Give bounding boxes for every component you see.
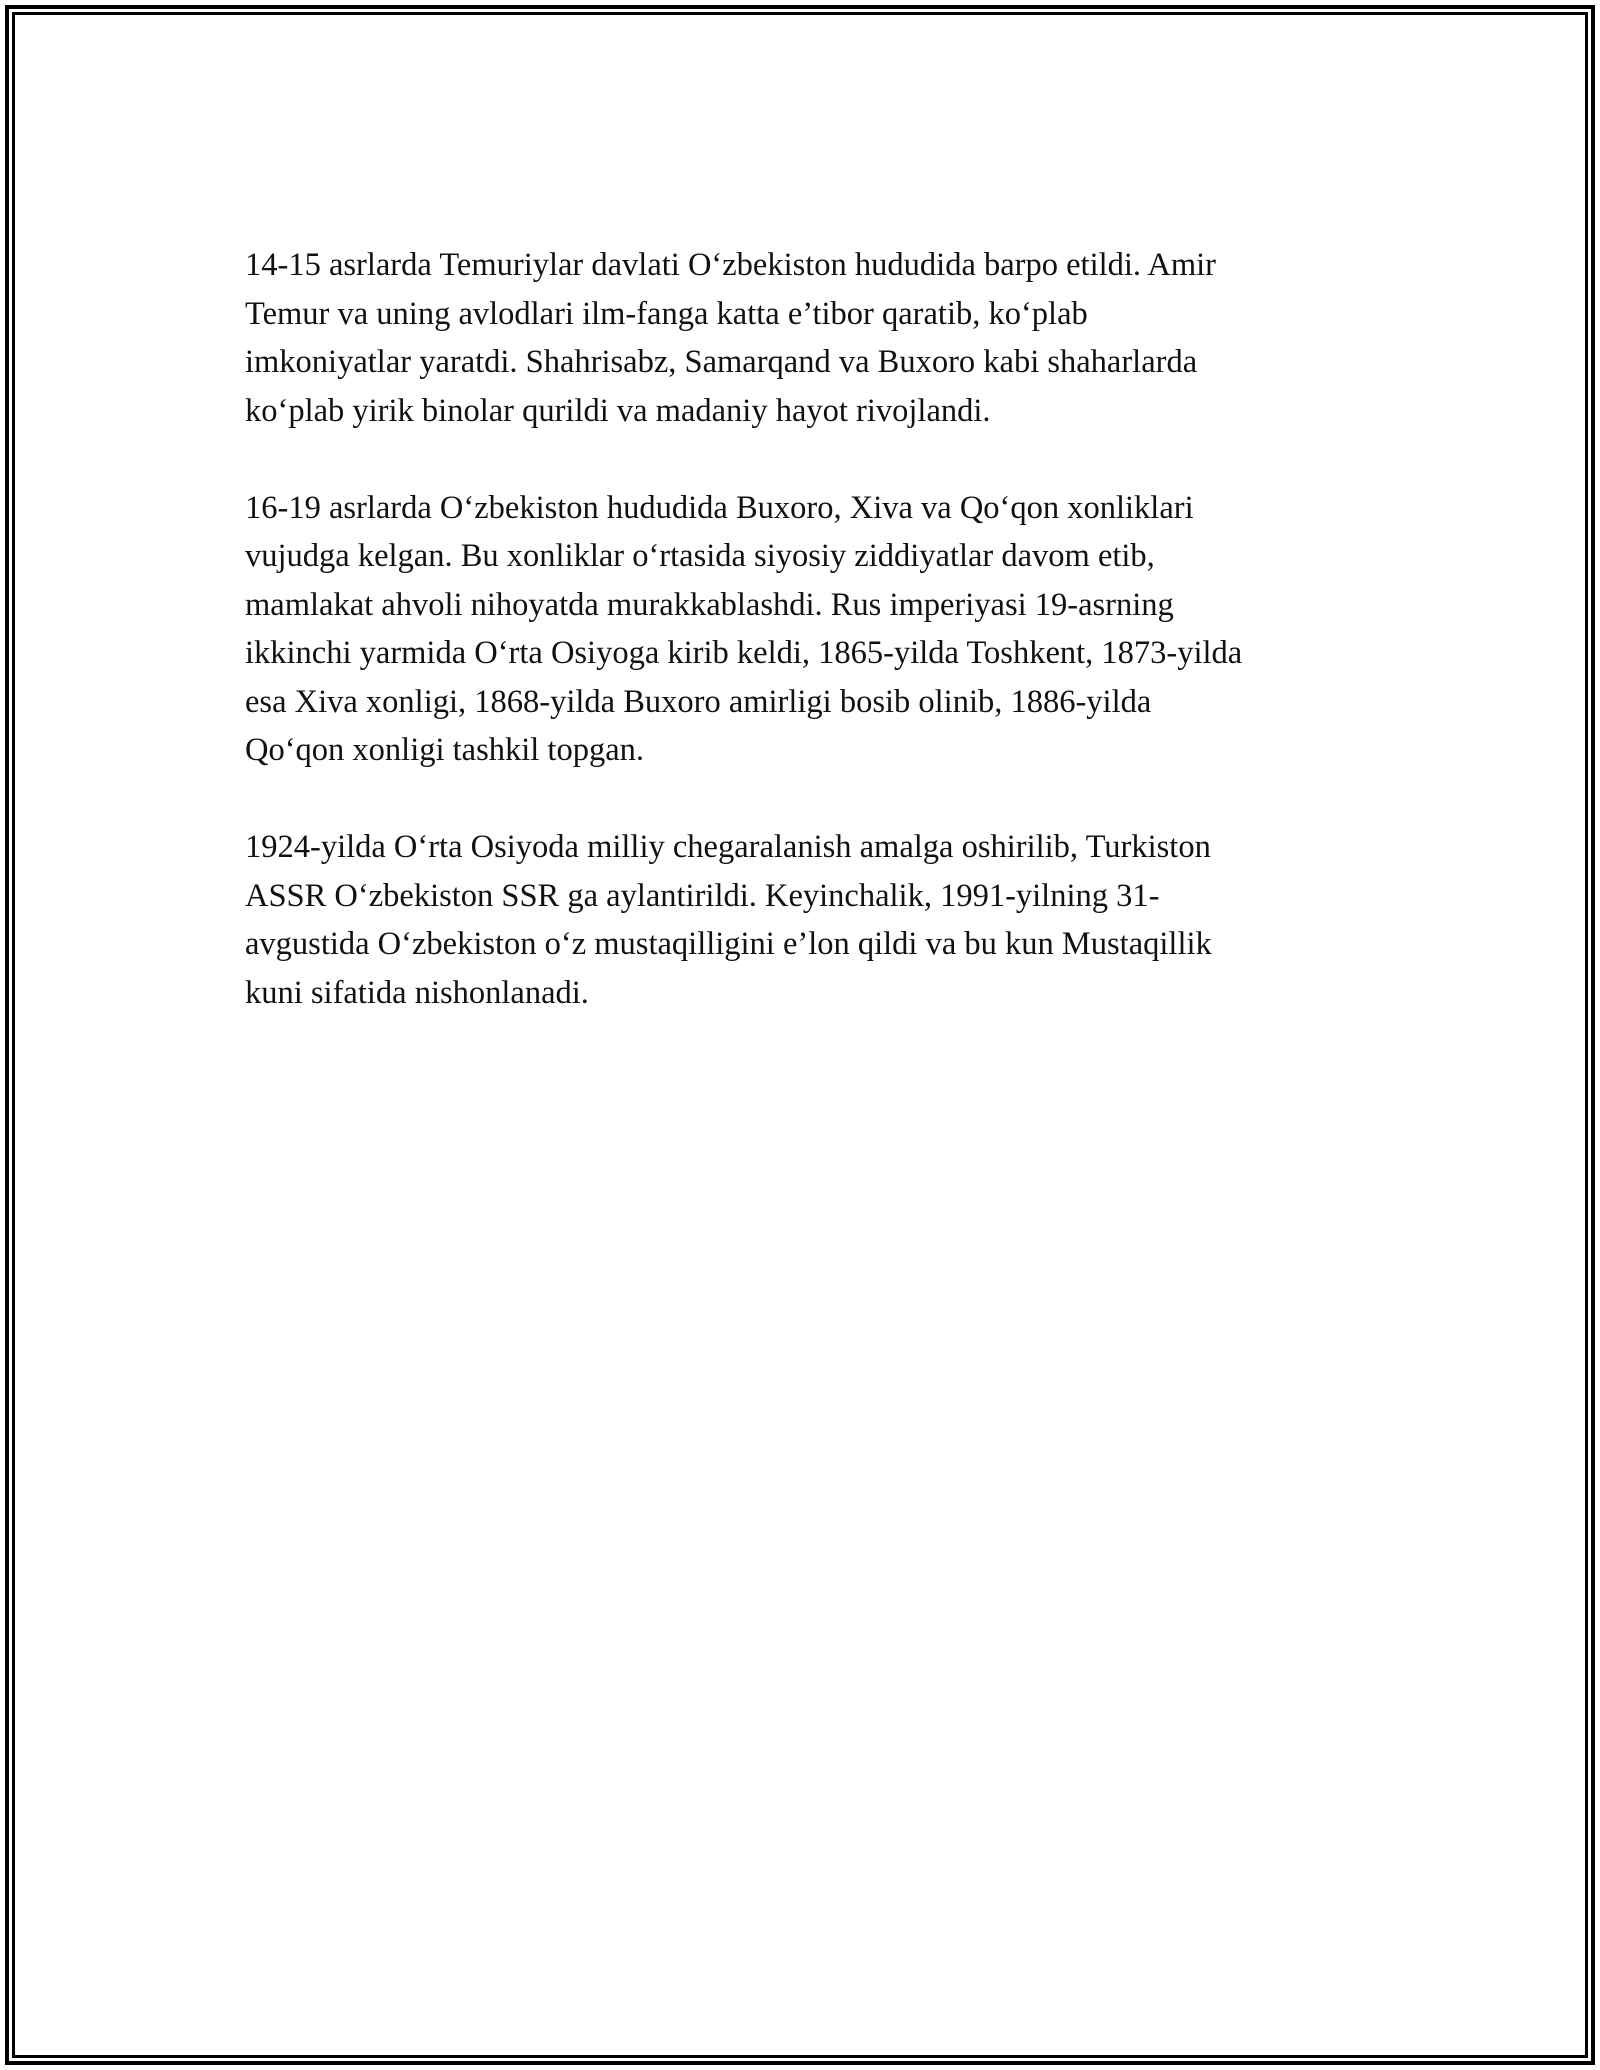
text-line: Qo‘qon xonligi tashkil topgan.	[245, 732, 644, 768]
text-line: kuni sifatida nishonlanadi.	[245, 974, 589, 1011]
text-line: ikkinchi yarmida O‘rta Osiyoga kirib keldi, 1865-yilda Toshkent, 1873-yilda	[245, 635, 1243, 671]
text-line: 1924-yilda O‘rta Osiyoda milliy chegaralanish amalga oshirilib, Turkiston	[245, 829, 1211, 865]
text-line: 14-15 asrlarda Temuriylar davlati O‘zbekiston hududida barpo etildi. Amir	[245, 247, 1216, 283]
document-body	[245, 241, 1395, 1066]
paragraph-independence	[245, 823, 1395, 1017]
text-line: imkoniyatlar yaratdi. Shahrisabz, Samarqand va Buxoro kabi shaharlarda	[245, 344, 1198, 380]
text-line: 16-19 asrlarda O‘zbekiston hududida Buxoro, Xiva va Qo‘qon xonliklari	[245, 489, 1194, 526]
page-frame	[5, 5, 1595, 2065]
paragraph-timurids	[245, 241, 1395, 435]
text-line: Temur va uning avlodlari ilm-fanga katta e’tibor qaratib, ko‘plab	[245, 295, 1088, 332]
text-line: esa Xiva xonligi, 1868-yilda Buxoro amirligi bosib olinib, 1886-yilda	[245, 683, 1152, 720]
text-line: vujudga kelgan. Bu xonliklar o‘rtasida siyosiy ziddiyatlar davom etib,	[245, 538, 1155, 574]
text-line: mamlakat ahvoli nihoyatda murakkablashdi. Rus imperiyasi 19-asrning	[245, 586, 1174, 623]
text-line: ko‘plab yirik binolar qurildi va madaniy hayot rivojlandi.	[245, 392, 991, 429]
text-line: avgustida O‘zbekiston o‘z mustaqilligini e’lon qildi va bu kun Mustaqillik	[245, 926, 1212, 962]
paragraph-khanates	[245, 484, 1395, 775]
text-line: ASSR O‘zbekiston SSR ga aylantirildi. Keyinchalik, 1991-yilning 31-	[245, 877, 1160, 914]
